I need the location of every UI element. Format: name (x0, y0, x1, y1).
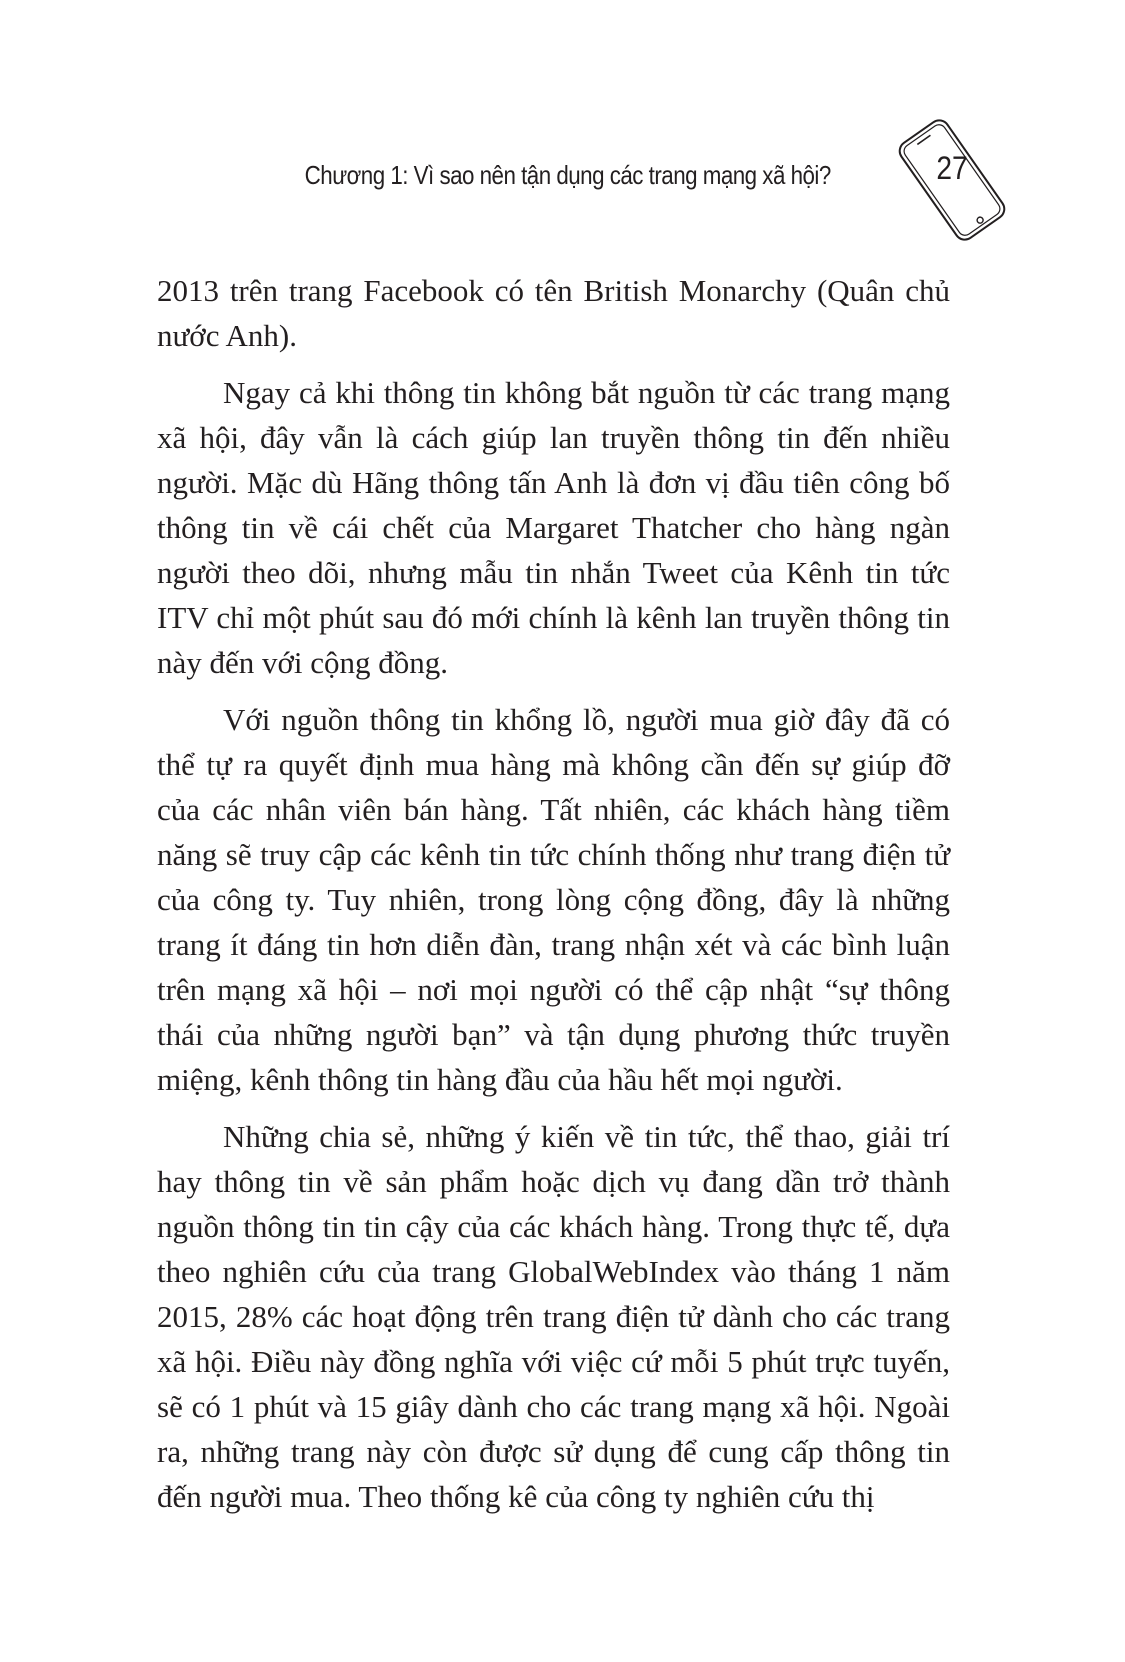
paragraph: Những chia sẻ, những ý kiến về tin tức, thể thao, giải trí hay thông tin về sản phẩm hoặc dịch vụ đang dần trở thành nguồn thông tin tin cậy của các khách hàng. Trong thực tế, dựa theo nghiên cứu của trang GlobalWebIndex vào tháng 1 năm 2015, 28% các hoạt động trên trang điện tử dành cho các trang xã hội. Điều này đồng nghĩa với việc cứ mỗi 5 phút trực tuyến, sẽ có 1 phút và 15 giây dành cho các trang mạng xã hội. Ngoài ra, những trang này còn được sử dụng để cung cấp thông tin đến người mua. Theo thống kê của công ty nghiên cứu thị (157, 1119, 950, 1514)
paragraph: 2013 trên trang Facebook có tên British Monarchy (Quân chủ nước Anh). (157, 273, 950, 353)
body-text (157, 268, 950, 1531)
paragraph: Ngay cả khi thông tin không bắt nguồn từ các trang mạng xã hội, đây vẫn là cách giúp lan truyền thông tin đến nhiều người. Mặc dù Hãng thông tấn Anh là đơn vị đầu tiên công bố thông tin về cái chết của Margaret Thatcher cho hàng ngàn người theo dõi, nhưng mẫu tin nhắn Tweet của Kênh tin tức ITV chỉ một phút sau đó mới chính là kênh lan truyền thông tin này đến với cộng đồng. (157, 375, 950, 680)
page-number: 27 (936, 150, 968, 186)
paragraph: Với nguồn thông tin khổng lồ, người mua giờ đây đã có thể tự ra quyết định mua hàng mà không cần đến sự giúp đỡ của các nhân viên bán hàng. Tất nhiên, các khách hàng tiềm năng sẽ truy cập các kênh tin tức chính thống như trang điện tử của công ty. Tuy nhiên, trong lòng cộng đồng, đây là những trang ít đáng tin hơn diễn đàn, trang nhận xét và các bình luận trên mạng xã hội – nơi mọi người có thể cập nhật “sự thông thái của những người bạn” và tận dụng phương thức truyền miệng, kênh thông tin hàng đầu của hầu hết mọi người. (157, 702, 950, 1097)
running-header: Chương 1: Vì sao nên tận dụng các trang mạng xã hội? (304, 160, 831, 190)
